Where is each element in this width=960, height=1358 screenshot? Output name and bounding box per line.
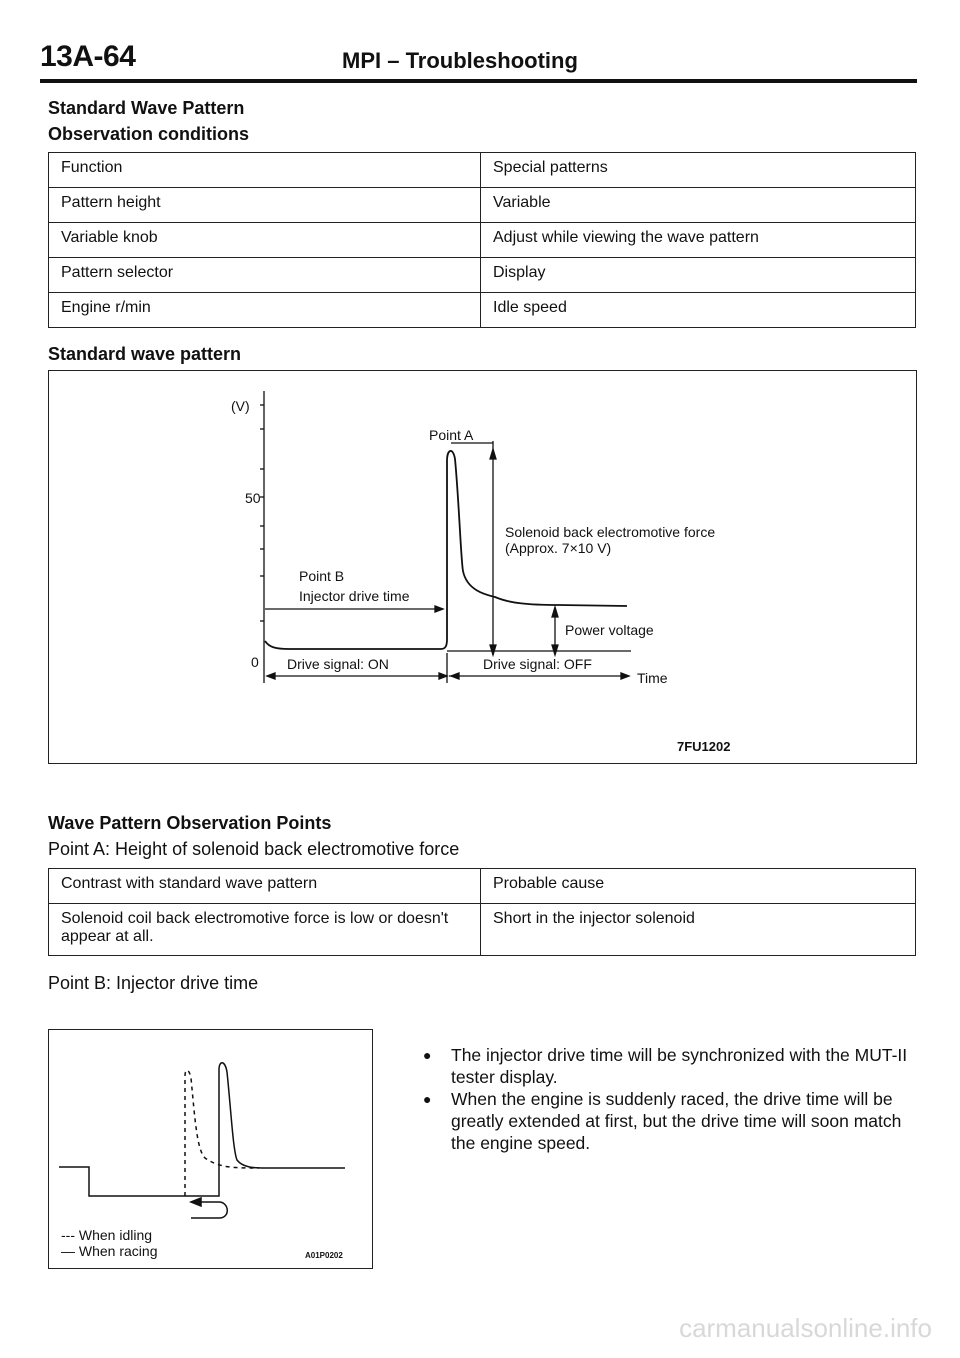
racing-wave-figure <box>48 1029 373 1269</box>
standard-pattern-heading: Standard wave pattern <box>48 344 242 364</box>
list-item <box>423 1088 918 1154</box>
legend-racing: — When racing <box>61 1243 158 1259</box>
table-cell: Pattern selector <box>49 258 481 293</box>
table-cell: Engine r/min <box>49 293 481 328</box>
section-title: Standard Wave Pattern <box>48 98 245 118</box>
time-label: Time <box>637 670 668 686</box>
table-cell: Variable <box>481 188 916 223</box>
tick-0-label: 0 <box>251 654 259 670</box>
table-header-cell: Contrast with standard wave pattern <box>49 869 481 904</box>
drive-on-label: Drive signal: ON <box>287 656 389 672</box>
back-emf-label-line1: Solenoid back electromotive force <box>505 524 716 540</box>
racing-wave-diagram <box>49 1030 371 1267</box>
bullet-icon: ● <box>423 1091 432 1107</box>
table-cell: Short in the injector solenoid <box>481 904 916 956</box>
table-cell: Idle speed <box>481 293 916 328</box>
standard-wave-diagram <box>49 371 915 762</box>
notes-list <box>423 1044 918 1154</box>
point-a-label: Point A <box>429 427 474 443</box>
table-row <box>49 153 916 188</box>
table-row <box>49 904 916 956</box>
table-row <box>49 293 916 328</box>
table-row <box>49 258 916 293</box>
bullet-icon: ● <box>423 1047 432 1063</box>
table-cell: Special patterns <box>481 153 916 188</box>
table-row <box>49 869 916 904</box>
note-text: When the engine is suddenly raced, the drive time will be greatly extended at first, but the drive time will soon match the engine speed. <box>451 1089 902 1153</box>
table-header-cell: Probable cause <box>481 869 916 904</box>
tick-50-label: 50 <box>245 490 261 506</box>
standard-wave-figure <box>48 370 917 764</box>
figure-code: 7FU1202 <box>677 739 731 754</box>
observation-points-heading: Wave Pattern Observation Points <box>48 813 332 833</box>
header-rule <box>40 79 917 83</box>
point-b-label: Point B <box>299 568 345 584</box>
list-item <box>423 1044 918 1088</box>
back-emf-label-line2: (Approx. 7×10 V) <box>505 540 612 556</box>
y-unit-label: (V) <box>231 398 250 414</box>
table-cell: Solenoid coil back electromotive force is low or doesn't appear at all. <box>49 904 481 956</box>
point-a-title: Point A: Height of solenoid back electromotive force <box>48 839 460 859</box>
legend-idling: --- When idling <box>61 1227 153 1243</box>
table-cell: Function <box>49 153 481 188</box>
point-b-title: Point B: Injector drive time <box>48 973 259 993</box>
table-cell: Adjust while viewing the wave pattern <box>481 223 916 258</box>
point-a-table <box>48 868 916 956</box>
observation-heading: Observation conditions <box>48 124 250 144</box>
table-row <box>49 188 916 223</box>
page-title: MPI – Troubleshooting <box>342 48 578 73</box>
table-cell: Variable knob <box>49 223 481 258</box>
observation-conditions-table <box>48 152 916 328</box>
figure-code: A01P0202 <box>305 1251 343 1260</box>
table-cell: Pattern height <box>49 188 481 223</box>
power-voltage-label: Power voltage <box>565 622 654 638</box>
page-number: 13A-64 <box>40 40 136 73</box>
note-text: The injector drive time will be synchronized with the MUT-II tester display. <box>451 1045 908 1087</box>
table-row <box>49 223 916 258</box>
drive-off-label: Drive signal: OFF <box>483 656 592 672</box>
table-cell: Display <box>481 258 916 293</box>
injector-drive-time-label: Injector drive time <box>299 588 410 604</box>
watermark: carmanualsonline.info <box>679 1313 932 1343</box>
